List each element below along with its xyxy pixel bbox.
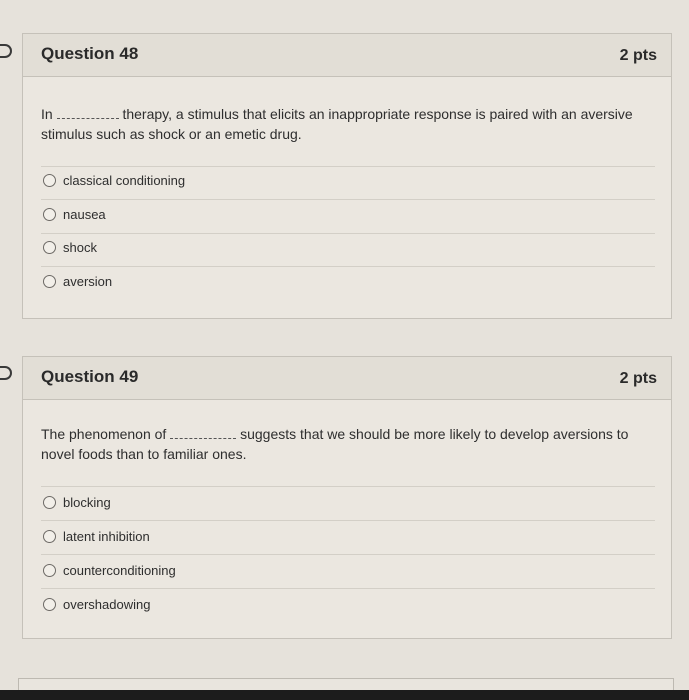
radio-button[interactable] xyxy=(43,564,56,577)
radio-button[interactable] xyxy=(43,496,56,509)
answer-label: shock xyxy=(63,239,97,255)
answer-blank xyxy=(57,106,119,119)
answer-option[interactable] xyxy=(43,236,97,258)
question-text-start: In xyxy=(41,106,53,122)
divider xyxy=(41,199,655,200)
question-text xyxy=(41,424,641,464)
bookmark-icon[interactable] xyxy=(0,366,12,380)
divider xyxy=(41,486,655,487)
divider xyxy=(41,166,655,167)
question-48 xyxy=(22,33,672,319)
radio-button[interactable] xyxy=(43,598,56,611)
answer-blank xyxy=(170,426,236,439)
answer-option[interactable] xyxy=(43,203,106,225)
divider xyxy=(41,554,655,555)
bookmark-icon[interactable] xyxy=(0,44,12,58)
answer-label: classical conditioning xyxy=(63,172,186,188)
radio-button[interactable] xyxy=(43,208,56,221)
answer-label: aversion xyxy=(63,273,113,289)
question-text xyxy=(41,104,641,144)
answer-label: counterconditioning xyxy=(63,562,176,578)
answer-label: overshadowing xyxy=(63,596,151,612)
divider xyxy=(41,266,655,267)
question-title: Question 49 xyxy=(41,367,139,386)
answer-label: blocking xyxy=(63,494,111,510)
question-title: Question 48 xyxy=(41,44,139,63)
answer-label: latent inhibition xyxy=(63,528,150,544)
question-points: 2 pts xyxy=(619,47,657,64)
question-text-start: The phenomenon of xyxy=(41,426,167,442)
screen-bottom-edge xyxy=(0,690,689,700)
question-header xyxy=(23,34,671,77)
answer-option[interactable] xyxy=(43,559,176,581)
question-header xyxy=(23,357,671,400)
answer-option[interactable] xyxy=(43,491,111,513)
answer-option[interactable] xyxy=(43,270,112,292)
radio-button[interactable] xyxy=(43,241,56,254)
question-points: 2 pts xyxy=(619,370,657,387)
radio-button[interactable] xyxy=(43,174,56,187)
answer-option[interactable] xyxy=(43,525,150,547)
question-text-end: therapy, a stimulus that elicits an inappropriate response is paired with an aversive stimulus such as shock or an emetic drug. xyxy=(41,106,633,142)
question-49 xyxy=(22,356,672,639)
divider xyxy=(41,233,655,234)
answer-label: nausea xyxy=(63,206,106,222)
answer-option[interactable] xyxy=(43,593,150,615)
divider xyxy=(41,588,655,589)
divider xyxy=(41,520,655,521)
radio-button[interactable] xyxy=(43,275,56,288)
answer-option[interactable] xyxy=(43,169,185,191)
radio-button[interactable] xyxy=(43,530,56,543)
question-text-end: suggests that we should be more likely to develop aversions to novel foods than to familiar ones. xyxy=(41,426,629,462)
